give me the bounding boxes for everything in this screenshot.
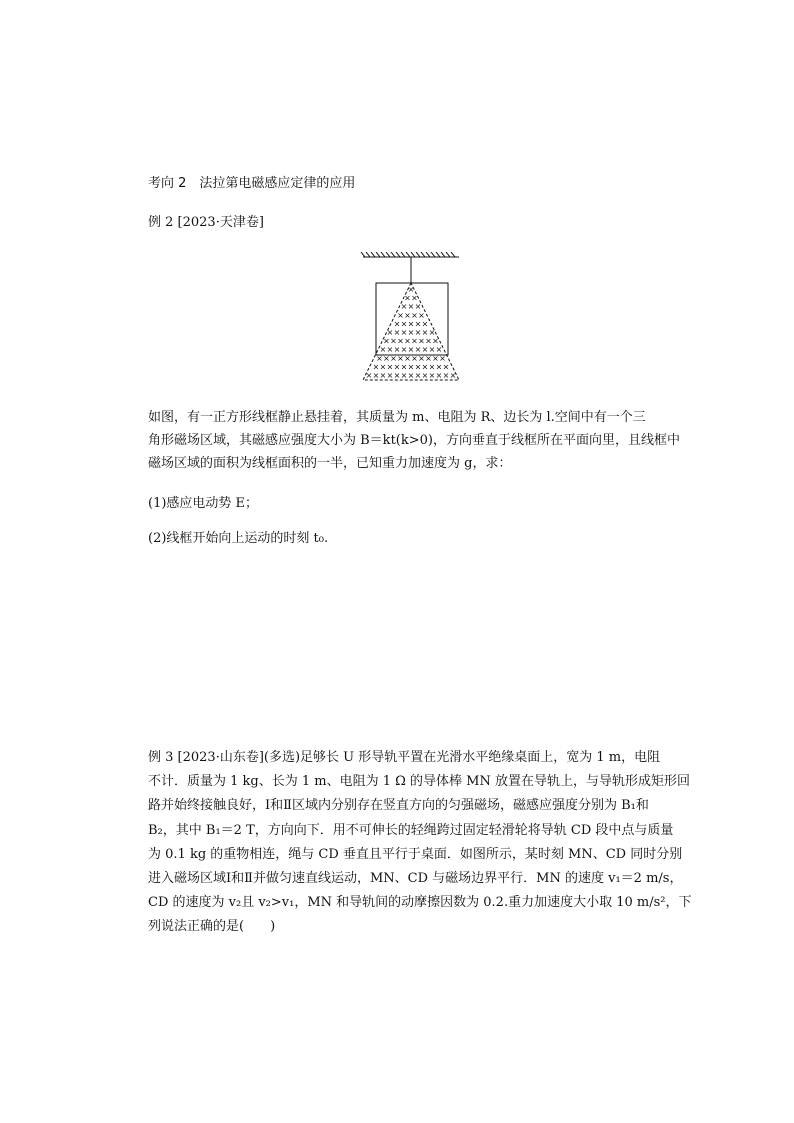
field-cross-mark: × (393, 328, 401, 337)
ceiling-hatch-mark (446, 252, 450, 257)
ceiling-hatch-mark (426, 252, 430, 257)
field-cross-mark: × (386, 328, 394, 337)
magnetic-field-crosses (366, 285, 457, 380)
field-cross-mark: × (442, 371, 450, 380)
field-cross-mark: × (386, 345, 394, 355)
field-cross-mark: × (418, 310, 425, 320)
example-3-line-1: 例 3 [2023·山东卷](多选)足够长 U 形导轨平置在光滑水平绝缘桌面上，宽为 1 m，电阻 (148, 750, 661, 765)
field-cross-mark: × (390, 353, 397, 363)
field-cross-mark: × (404, 336, 411, 346)
field-cross-mark: × (414, 371, 422, 380)
field-cross-mark: × (379, 345, 387, 355)
example-3-line-7: CD 的速度为 v₂且 v₂>v₁，MN 和导轨间的动摩擦因数为 0.2.重力加速度大小取 10 m/s²，下 (148, 895, 692, 910)
field-cross-mark: × (386, 371, 394, 380)
field-cross-mark: × (421, 362, 429, 372)
example-3-line-5: 为 0.1 kg 的重物相连，绳与 CD 垂直且平行于桌面．如图所示，某时刻 MN、CD 同时分别 (148, 847, 683, 862)
field-cross-mark: × (411, 353, 418, 363)
example-3-line-4: B₂，其中 B₁＝2 T，方向向下．用不可伸长的轻绳跨过固定轻滑轮将导轨 CD 段中点与质量 (148, 823, 674, 838)
field-cross-mark: × (442, 362, 450, 372)
ceiling-hatch-mark (441, 252, 445, 257)
ceiling-hatch-mark (401, 252, 405, 257)
field-cross-mark: × (421, 319, 429, 329)
example-3-line-2: 不计．质量为 1 kg、长为 1 m、电阻为 1 Ω 的导体棒 MN 放置在导轨上，与导轨形成矩形回 (148, 774, 690, 789)
ceiling-hatch-mark (381, 252, 385, 257)
field-cross-mark: × (407, 362, 415, 372)
field-cross-mark: × (428, 371, 436, 380)
field-cross-mark: × (393, 371, 401, 380)
ceiling-hatch-mark (361, 252, 365, 257)
ceiling-hatch-mark (386, 252, 390, 257)
field-cross-mark: × (414, 345, 422, 355)
example-3-line-3: 路并始终接触良好，Ⅰ和Ⅱ区域内分别存在竖直方向的匀强磁场，磁感应强度分别为 B₁和 (148, 798, 649, 813)
question-1: (1)感应电动势 E； (148, 496, 259, 511)
field-cross-mark: × (435, 371, 443, 380)
field-cross-mark: × (407, 345, 415, 355)
example-2-paragraph-line-2: 角形磁场区域，其磁感应强度大小为 B＝kt(k>0)，方向垂直于线框所在平面向里，且线框中 (148, 433, 680, 448)
field-cross-mark: × (397, 353, 404, 363)
field-cross-mark: × (425, 336, 432, 346)
example-3-line-8: 列说法正确的是( ) (148, 919, 276, 934)
example-2-paragraph-line-3: 磁场区域的面积为线框面积的一半，已知重力加速度为 g，求： (148, 456, 512, 471)
field-cross-mark: × (393, 345, 401, 355)
ceiling-hatch-mark (421, 252, 425, 257)
field-cross-mark: × (421, 371, 429, 380)
field-cross-mark: × (407, 371, 415, 380)
field-cross-mark: × (404, 310, 411, 320)
field-cross-mark: × (397, 310, 404, 320)
ceiling-hatch-mark (396, 252, 400, 257)
field-cross-mark: × (383, 336, 390, 346)
section-heading: 考向 2 法拉第电磁感应定律的应用 (148, 176, 356, 191)
field-cross-mark: × (432, 353, 439, 363)
field-cross-mark: × (400, 319, 408, 329)
field-cross-mark: × (421, 345, 429, 355)
example-2-label: 例 2 [2023·天津卷] (148, 215, 264, 230)
ceiling-hatch-mark (431, 252, 435, 257)
field-cross-mark: × (386, 362, 394, 372)
field-cross-mark: × (432, 336, 439, 346)
field-cross-mark: × (411, 293, 418, 303)
field-cross-mark: × (421, 328, 429, 337)
ceiling-hatch-mark (376, 252, 380, 257)
field-cross-mark: × (428, 328, 436, 337)
example-3-line-6: 进入磁场区域Ⅰ和Ⅱ并做匀速直线运动，MN、CD 与磁场边界平行．MN 的速度 v₁＝2 m/s， (148, 871, 683, 886)
field-cross-mark: × (407, 319, 415, 329)
example-2-paragraph-line-1: 如图，有一正方形线框静止悬挂着，其质量为 m、电阻为 R、边长为 l.空间中有一个三 (148, 410, 646, 425)
field-cross-mark: × (414, 328, 422, 337)
field-cross-mark: × (390, 336, 397, 346)
field-cross-mark: × (407, 302, 415, 312)
field-cross-mark: × (411, 310, 418, 320)
field-cross-mark: × (449, 371, 457, 380)
field-cross-mark: × (404, 293, 411, 303)
field-cross-mark: × (414, 362, 422, 372)
ceiling-hatch-mark (451, 252, 455, 257)
field-cross-mark: × (376, 353, 383, 363)
ceiling-support (361, 252, 459, 257)
field-cross-mark: × (372, 371, 380, 380)
field-cross-mark: × (397, 336, 404, 346)
field-cross-mark: × (365, 371, 373, 380)
ceiling-hatch-mark (391, 252, 395, 257)
field-cross-mark: × (393, 319, 401, 329)
field-cross-mark: × (428, 345, 436, 355)
ceiling-hatch-mark (436, 252, 440, 257)
field-cross-mark: × (404, 353, 411, 363)
field-cross-mark: × (400, 345, 408, 355)
ceiling-hatch-mark (406, 252, 410, 257)
ceiling-hatch-mark (411, 252, 415, 257)
field-cross-mark: × (379, 371, 387, 380)
field-cross-mark: × (414, 319, 422, 329)
field-cross-mark: × (428, 362, 436, 372)
field-cross-mark: × (400, 362, 408, 372)
hanging-frame-figure (355, 252, 475, 382)
field-cross-mark: × (379, 362, 387, 372)
field-cross-mark: × (400, 302, 408, 312)
field-cross-mark: × (418, 353, 425, 363)
field-cross-mark: × (383, 353, 390, 363)
field-cross-mark: × (400, 371, 408, 380)
field-cross-mark: × (439, 353, 446, 363)
field-cross-mark: × (414, 302, 422, 312)
field-cross-mark: × (400, 328, 408, 337)
ceiling-hatch-mark (366, 252, 370, 257)
ceiling-hatch-mark (371, 252, 375, 257)
field-cross-mark: × (407, 328, 415, 337)
field-cross-mark: × (435, 362, 443, 372)
field-cross-mark: × (418, 336, 425, 346)
field-cross-mark: × (393, 362, 401, 372)
field-cross-mark: × (435, 345, 443, 355)
ceiling-hatch-mark (416, 252, 420, 257)
question-2: (2)线框开始向上运动的时刻 t₀. (148, 531, 329, 546)
field-cross-mark: × (425, 353, 432, 363)
field-cross-mark: × (407, 285, 415, 294)
field-cross-mark: × (372, 362, 380, 372)
field-cross-mark: × (411, 336, 418, 346)
